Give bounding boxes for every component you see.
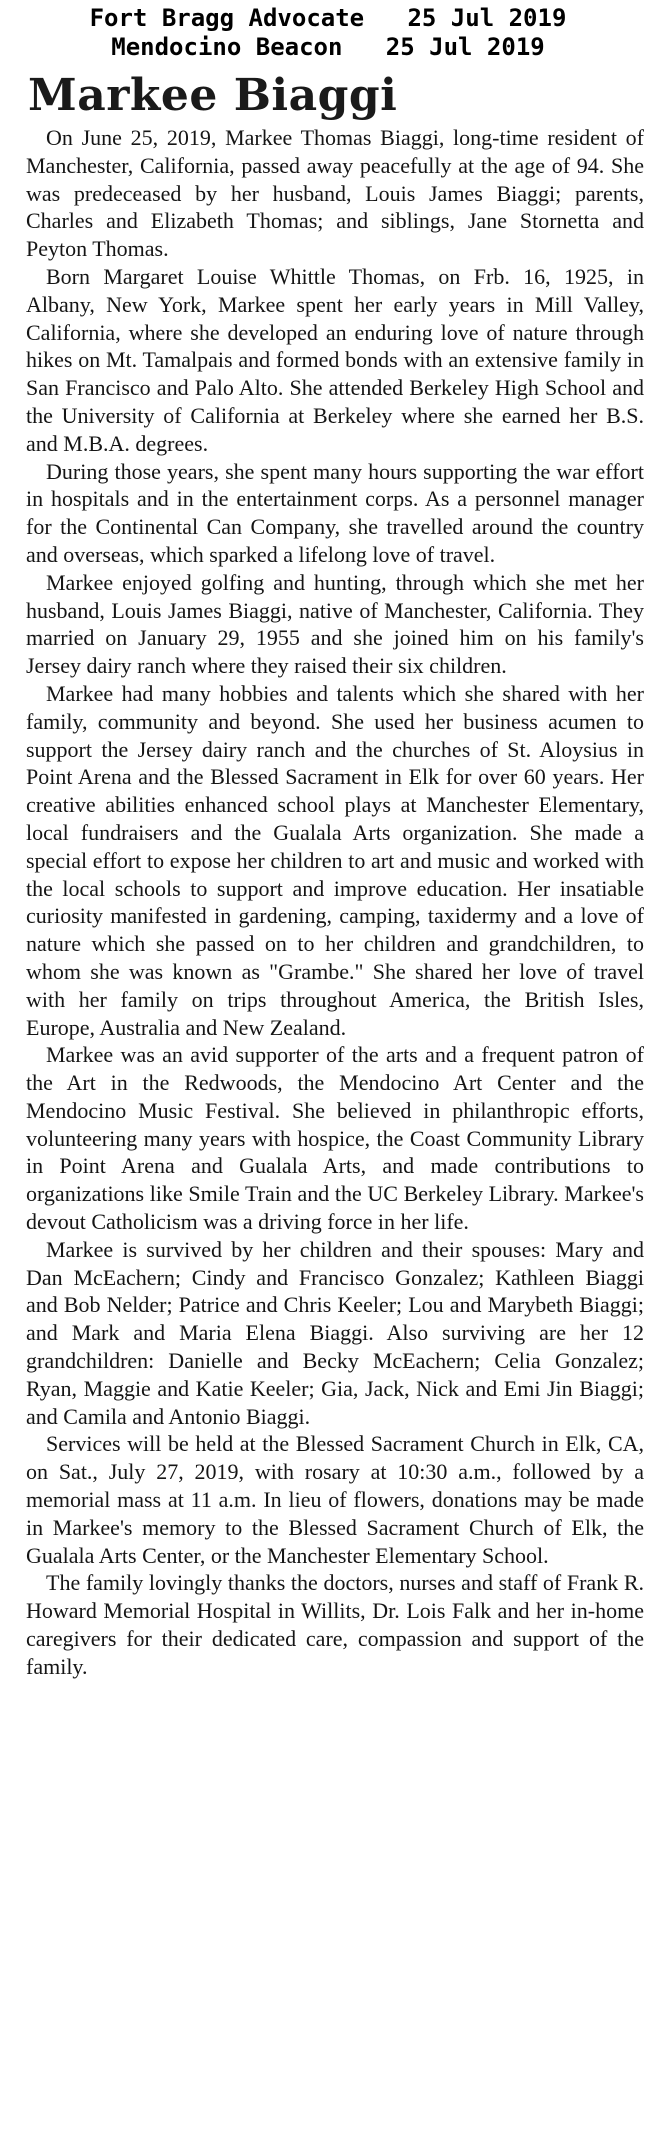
publication-line-mendocino: Mendocino Beacon 25 Jul 2019 [111, 33, 545, 61]
paragraph-thanks: The family lovingly thanks the doctors, nurses and staff of Frank R. Howard Memorial Hospital in Willits, Dr. Lois Falk and her in-home caregivers for their dedicated care, compassion and support of the family. [26, 1570, 644, 1679]
paragraph-marriage: Markee enjoyed golfing and hunting, through which she met her husband, Louis James Biaggi, native of Manchester, California. They married on January 29, 1955 and she joined him on his family's Jersey dairy ranch where they raised their six children. [26, 569, 644, 679]
obituary-body [26, 124, 644, 1681]
paragraph-survivors: Markee is survived by her children and their spouses: Mary and Dan McEachern; Cindy and Francisco Gonzalez; Kathleen Biaggi and Bob Nelder; Patrice and Chris Keeler; Lou and Marybeth Biaggi; and Mark and Maria Elena Biaggi. Also surviving are her 12 grandchildren: Danielle and Becky McEachern; Celia Gonzalez; Ryan, Maggie and Katie Keeler; Gia, Jack, Nick and Emi Jin Biaggi; and Camila and Antonio Biaggi. [26, 1236, 644, 1429]
paragraph-philanthropy: Markee was an avid supporter of the arts and a frequent patron of the Art in the Redwoods, the Mendocino Art Center and the Mendocino Music Festival. She believed in philanthropic efforts, volunteering many years with hospice, the Coast Community Library in Point Arena and Gualala Arts, and made contributions to organizations like Smile Train and the UC Berkeley Library. Markee's devout Catholicism was a driving force in her life. [26, 1042, 644, 1235]
paragraph-death-notice: On June 25, 2019, Markee Thomas Biaggi, long-time resident of Manchester, California, passed away peacefully at the age of 94. She was predeceased by her husband, Louis James Biaggi; parents, Charles and Elizabeth Thomas; and siblings, Jane Stornetta and Peyton Thomas. [26, 125, 644, 262]
paragraph-services: Services will be held at the Blessed Sacrament Church in Elk, CA, on Sat., July 27, 2019, with rosary at 10:30 a.m., followed by a memorial mass at 11 a.m. In lieu of flowers, donations may be made in Markee's memory to the Blessed Sacrament Church of Elk, the Gualala Arts Center, or the Manchester Elementary School. [26, 1431, 644, 1568]
publication-line-fort-bragg: Fort Bragg Advocate 25 Jul 2019 [89, 4, 567, 32]
paragraph-career: During those years, she spent many hours supporting the war effort in hospitals and in the entertainment corps. As a personnel manager for the Continental Can Company, she travelled around the country and overseas, which sparked a lifelong love of travel. [26, 458, 644, 567]
paragraph-hobbies: Markee had many hobbies and talents which she shared with her family, community and beyond. She used her business acumen to support the Jersey dairy ranch and the churches of St. Aloysius in Point Arena and the Blessed Sacrament in Elk for over 60 years. Her creative abilities enhanced school plays at Manchester Elementary, local fundraisers and the Gualala Arts organization. She made a special effort to expose her children to art and music and worked with the local schools to support and improve education. Her insatiable curiosity manifested in gardening, camping, taxidermy and a love of nature which she passed on to her children and grandchildren, to whom she was known as "Grambe." She shared her love of travel with her family on trips throughout America, the British Isles, Europe, Australia and New Zealand. [26, 680, 644, 1040]
paragraph-early-life: Born Margaret Louise Whittle Thomas, on Frb. 16, 1925, in Albany, New York, Markee spent her early years in Mill Valley, California, where she developed an enduring love of nature through hikes on Mt. Tamalpais and formed bonds with an extensive family in San Francisco and Palo Alto. She attended Berkeley High School and the University of California at Berkeley where she earned her B.S. and M.B.A. degrees. [26, 263, 644, 456]
obituary-name-heading: Markee Biaggi [28, 70, 398, 121]
